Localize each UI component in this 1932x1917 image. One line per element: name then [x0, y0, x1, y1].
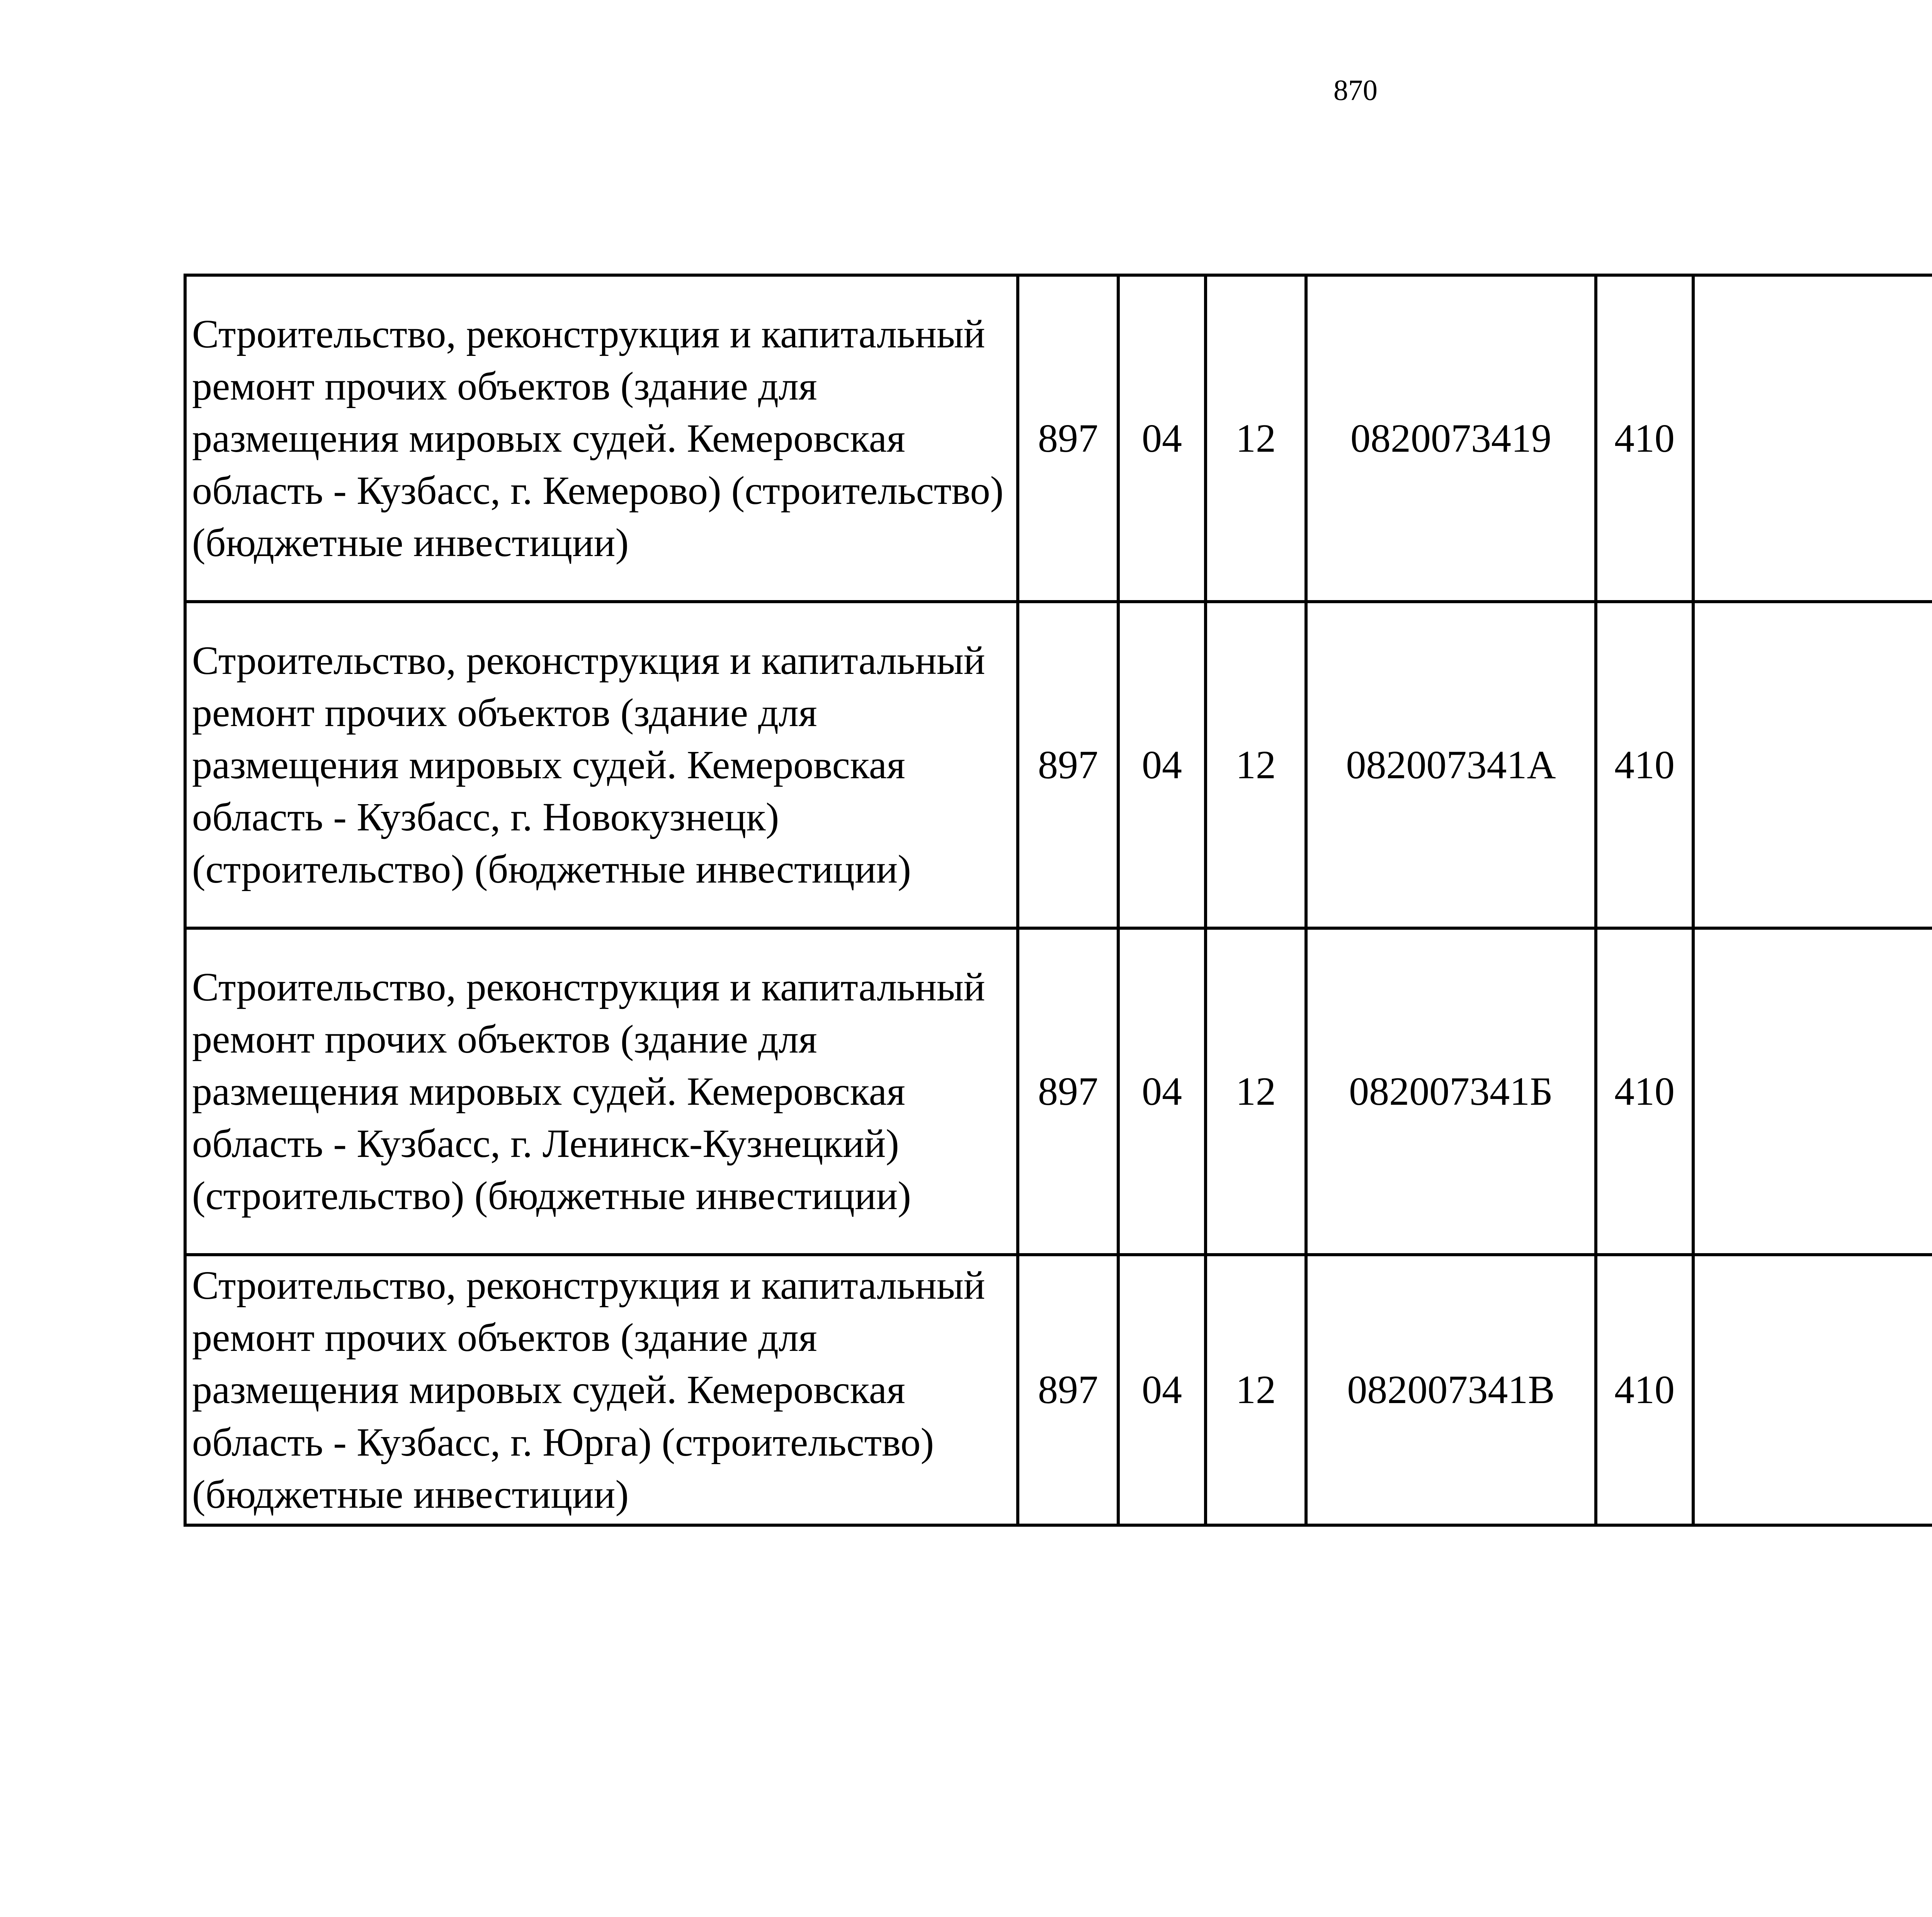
section-code: 04 [1118, 275, 1206, 602]
amount-cell-1 [1693, 275, 1932, 602]
expense-type-code: 410 [1596, 928, 1693, 1255]
row-description: Строительство, реконструкция и капитальный ремонт прочих объектов (здание для размещения мировых судей. Кемеровская область - Кузбасс, г. Ленинск-Кузнецкий) (строительство) (бюджетные инвестиции) [185, 928, 1018, 1255]
table-row [185, 602, 1932, 928]
table-row [185, 275, 1932, 602]
amount-cell-1 [1693, 1255, 1932, 1525]
ministry-code: 897 [1018, 1255, 1118, 1525]
table-row [185, 1255, 1932, 1525]
page-number: 870 [1333, 74, 1378, 107]
ministry-code: 897 [1018, 602, 1118, 928]
target-article-code: 082007341В [1306, 1255, 1596, 1525]
target-article-code: 0820073419 [1306, 275, 1596, 602]
target-article-code: 082007341Б [1306, 928, 1596, 1255]
row-description: Строительство, реконструкция и капитальный ремонт прочих объектов (здание для размещения мировых судей. Кемеровская область - Кузбасс, г. Юрга) (строительство) (бюджетные инвестиции) [185, 1255, 1018, 1525]
expense-type-code: 410 [1596, 1255, 1693, 1525]
amount-cell-1 [1693, 602, 1932, 928]
amount-cell-1 [1693, 928, 1932, 1255]
row-description: Строительство, реконструкция и капитальный ремонт прочих объектов (здание для размещения мировых судей. Кемеровская область - Кузбасс, г. Новокузнецк) (строительство) (бюджетные инвестиции) [185, 602, 1018, 928]
expense-type-code: 410 [1596, 602, 1693, 928]
ministry-code: 897 [1018, 275, 1118, 602]
budget-table [184, 274, 1932, 1527]
target-article-code: 082007341А [1306, 602, 1596, 928]
ministry-code: 897 [1018, 928, 1118, 1255]
subsection-code: 12 [1206, 1255, 1306, 1525]
expense-type-code: 410 [1596, 275, 1693, 602]
table-row [185, 928, 1932, 1255]
subsection-code: 12 [1206, 928, 1306, 1255]
subsection-code: 12 [1206, 602, 1306, 928]
row-description: Строительство, реконструкция и капитальный ремонт прочих объектов (здание для размещения мировых судей. Кемеровская область - Кузбасс, г. Кемерово) (строительство) (бюджетные инвестиции) [185, 275, 1018, 602]
section-code: 04 [1118, 928, 1206, 1255]
subsection-code: 12 [1206, 275, 1306, 602]
section-code: 04 [1118, 1255, 1206, 1525]
section-code: 04 [1118, 602, 1206, 928]
